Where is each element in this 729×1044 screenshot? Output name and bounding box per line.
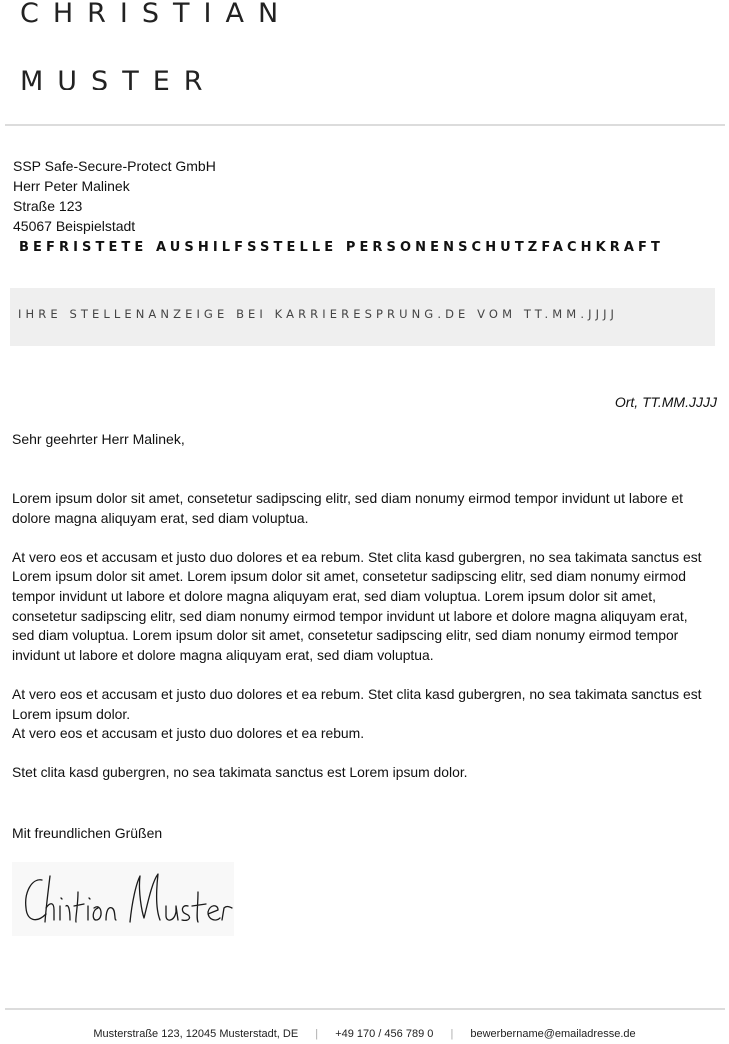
signature-icon <box>12 862 234 936</box>
footer-phone: +49 170 / 456 789 0 <box>335 1028 434 1040</box>
first-name: CHRISTIAN <box>20 0 293 29</box>
last-name: MUSTER <box>20 66 217 90</box>
footer-divider <box>5 1008 725 1010</box>
body-paragraph-1: Lorem ipsum dolor sit amet, consetetur sadipscing elitr, sed diam nonumy eirmod tempor invidunt ut labore et dolore magna aliquyam erat, sed diam voluptua. <box>12 490 683 526</box>
footer-contact <box>0 1028 729 1040</box>
recipient-company: SSP Safe-Secure-Protect GmbH <box>13 158 216 174</box>
place-date: Ort, TT.MM.JJJJ <box>614 394 717 410</box>
applicant-name-header <box>20 0 580 90</box>
footer-separator: | <box>315 1028 319 1040</box>
body-paragraph-2: At vero eos et accusam et justo duo dolores et ea rebum. Stet clita kasd gubergren, no sea takimata sanctus est Lorem ipsum dolor sit amet. Lorem ipsum dolor sit amet, consetetur sadipscing elitr, sed diam nonumy eirmod tempor invidunt ut labore et dolore magna aliquyam erat, sed diam voluptua. Lorem ipsum dolor sit amet, consetetur sadipscing elitr, sed diam nonumy eirmod tempor invidunt ut labore et dolore magna aliquyam erat, sed diam voluptua. Lorem ipsum dolor sit amet, consetetur sadipscing elitr, sed diam nonumy eirmod tempor invidunt ut labore et dolore magna aliquyam erat, sed diam voluptua. <box>12 548 702 663</box>
body-paragraph-3 <box>12 685 712 744</box>
letter-body <box>12 489 712 803</box>
recipient-address <box>13 156 216 236</box>
footer-email: bewerbername@emailadresse.de <box>470 1028 636 1040</box>
body-paragraph-3-line-2: At vero eos et accusam et justo duo dolores et ea rebum. <box>12 725 365 742</box>
closing-phrase: Mit freundlichen Grüßen <box>12 825 163 841</box>
signature-image <box>12 862 234 936</box>
reference-box <box>10 288 715 346</box>
header-divider <box>5 124 725 126</box>
recipient-street: Straße 123 <box>13 198 83 214</box>
letter-subject: BEFRISTETE AUSHILFSSTELLE PERSONENSCHUTZFACHKRAFT <box>19 240 664 255</box>
body-paragraph-4: Stet clita kasd gubergren, no sea takimata sanctus est Lorem ipsum dolor. <box>12 764 468 781</box>
recipient-city: 45067 Beispielstadt <box>13 218 136 234</box>
salutation: Sehr geehrter Herr Malinek, <box>12 431 185 447</box>
footer-address: Musterstraße 123, 12045 Musterstadt, DE <box>93 1028 299 1040</box>
recipient-person: Herr Peter Malinek <box>13 178 130 194</box>
body-paragraph-3-line-1: At vero eos et accusam et justo duo dolores et ea rebum. Stet clita kasd gubergren, no sea takimata sanctus est Lorem ipsum dolor. <box>12 685 702 722</box>
reference-text: IHRE STELLENANZEIGE BEI KARRIERESPRUNG.DE VOM TT.MM.JJJJ <box>18 307 619 321</box>
footer-separator: | <box>450 1028 454 1040</box>
